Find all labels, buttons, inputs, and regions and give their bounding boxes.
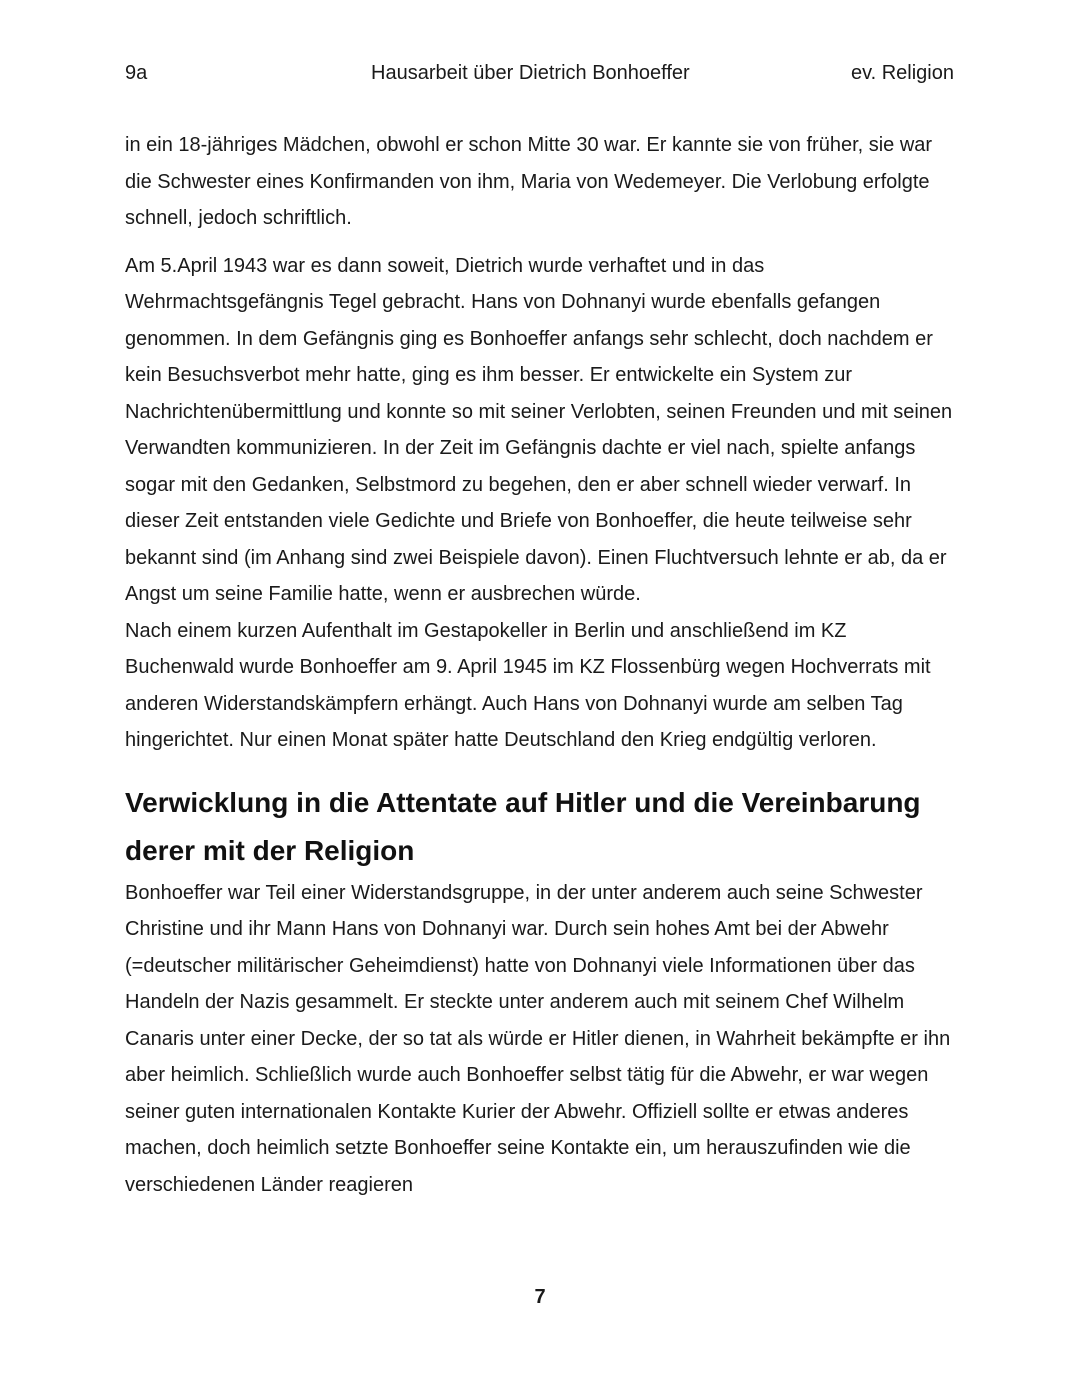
page-number: 7 <box>534 1286 546 1308</box>
paragraph-execution: Nach einem kurzen Aufenthalt im Gestapokeller in Berlin und anschließend im KZ Buchenwald wurde Bonhoeffer am 9. April 1945 im KZ Flossenbürg wegen Hochverrats mit anderen Widerstandskämpfern erhängt. Auch Hans von Dohnanyi wurde am selben Tag hingerichtet. Nur einen Monat später hatte Deutschland den Krieg endgültig verloren. <box>125 619 931 751</box>
section-heading: Verwicklung in die Attentate auf Hitler und die Vereinbarung derer mit der Religion <box>125 786 921 866</box>
document-body <box>125 127 955 1203</box>
paragraph-engagement: in ein 18-jähriges Mädchen, obwohl er schon Mitte 30 war. Er kannte sie von früher, sie war die Schwester eines Konfirmanden von ihm, Maria von Wedemeyer. Die Verlobung erfolgte schnell, jedoch schriftlich. <box>125 134 933 229</box>
header-title: Hausarbeit über Dietrich Bonhoeffer <box>371 62 690 84</box>
paragraph-resistance: Bonhoeffer war Teil einer Widerstandsgruppe, in der unter anderem auch seine Schwester Christine und ihr Mann Hans von Dohnanyi war. Durch sein hohes Amt bei der Abwehr (=deutscher militärischer Geheimdienst) hatte von Dohnanyi viele Informationen über das Handeln der Nazis gesammelt. Er steckte unter anderem auch mit seinem Chef Wilhelm Canaris unter einer Decke, der so tat als würde er Hitler dienen, in Wahrheit bekämpfte er ihn aber heimlich. Schließlich wurde auch Bonhoeffer selbst tätig für die Abwehr, er war wegen seiner guten internationalen Kontakte Kurier der Abwehr. Offiziell sollte er etwas anderes machen, doch heimlich setzte Bonhoeffer seine Kontakte ein, um herauszufinden wie die verschiedenen Länder reagieren <box>125 881 951 1196</box>
page-header <box>0 62 1080 90</box>
header-subject: ev. Religion <box>850 62 954 84</box>
header-class-label: 9a <box>125 62 148 84</box>
paragraph-arrest: Am 5.April 1943 war es dann soweit, Dietrich wurde verhaftet und in das Wehrmachtsgefängnis Tegel gebracht. Hans von Dohnanyi wurde ebenfalls gefangen genommen. In dem Gefängnis ging es Bonhoeffer anfangs sehr schlecht, doch nachdem er kein Besuchsverbot mehr hatte, ging es ihm besser. Er entwickelte ein System zur Nachrichtenübermittlung und konnte so mit seiner Verlobten, seinen Freunden und mit seinen Verwandten kommunizieren. In der Zeit im Gefängnis dachte er viel nach, spielte anfangs sogar mit den Gedanken, Selbstmord zu begehen, den er aber schnell wieder verwarf. In dieser Zeit entstanden viele Gedichte und Briefe von Bonhoeffer, die heute teilweise sehr bekannt sind (im Anhang sind zwei Beispiele davon). Einen Fluchtversuch lehnte er ab, da er Angst um seine Familie hatte, wenn er ausbrechen würde. <box>125 254 953 605</box>
